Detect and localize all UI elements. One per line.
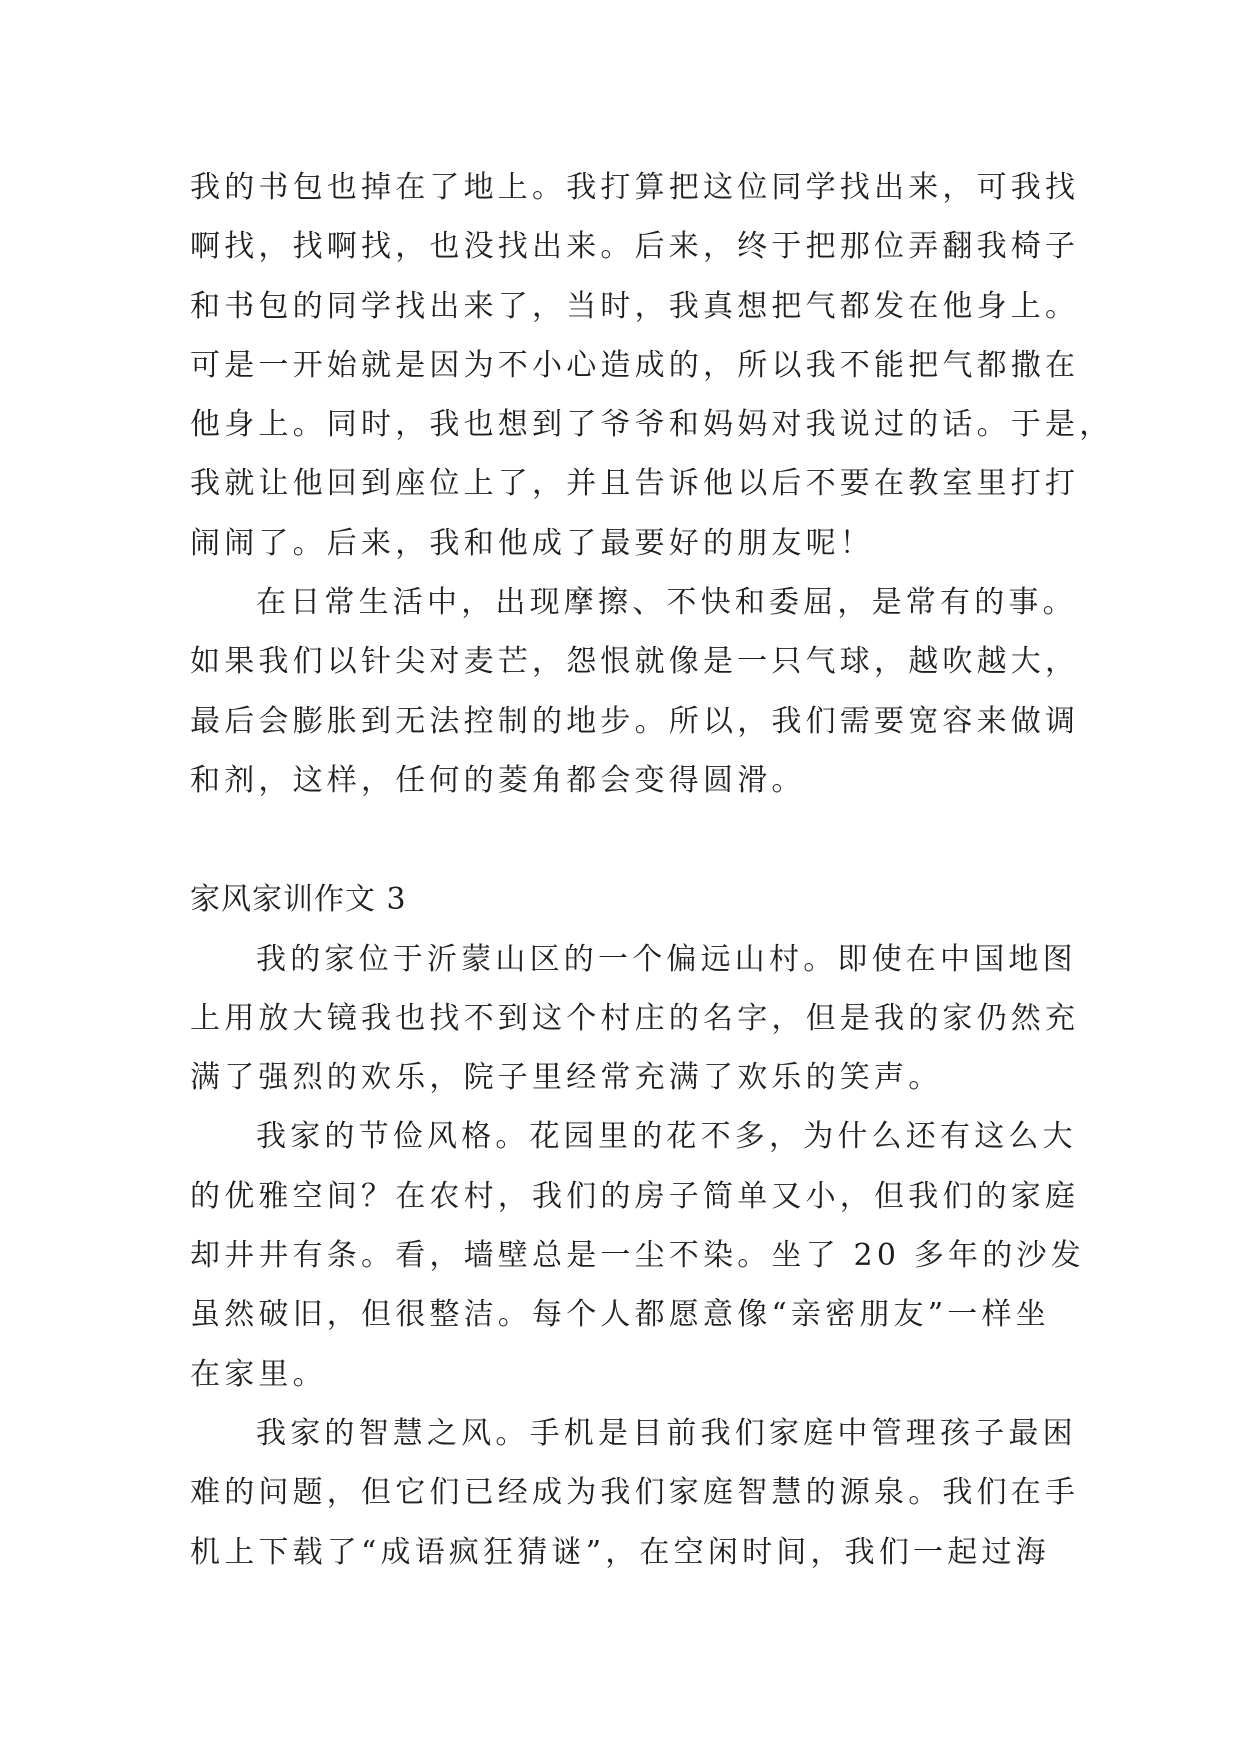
- text-line: 和剂，这样，任何的菱角都会变得圆滑。: [190, 762, 806, 798]
- paragraph-3: [190, 930, 1090, 1108]
- paragraph-2: [190, 573, 1090, 810]
- document-body: [190, 158, 1114, 1582]
- text-line: 在家里。: [190, 1356, 327, 1392]
- text-line: 却井井有条。看，墙壁总是一尘不染。坐了 20 多年的沙发: [190, 1238, 1085, 1274]
- text-line: 我家的节俭风格。花园里的花不多，为什么还有这么大: [256, 1119, 1077, 1155]
- text-line: 难的问题，但它们已经成为我们家庭智慧的源泉。我们在手: [190, 1475, 1080, 1511]
- text-line: 他身上。同时，我也想到了爷爷和妈妈对我说过的话。于是，: [190, 407, 1114, 443]
- text-line: 虽然破旧，但很整洁。每个人都愿意像“亲密朋友”一样坐: [190, 1297, 1050, 1333]
- section-heading: 家风家训作文 3: [190, 882, 407, 918]
- text-line: 闹闹了。后来，我和他成了最要好的朋友呢！: [190, 525, 874, 561]
- text-line: 我的书包也掉在了地上。我打算把这位同学找出来，可我找: [190, 170, 1080, 205]
- text-line: 我家的智慧之风。手机是目前我们家庭中管理孩子最困: [256, 1415, 1077, 1451]
- text-line: 的优雅空间？在农村，我们的房子简单又小，但我们的家庭: [190, 1178, 1080, 1214]
- text-line: 和书包的同学找出来了，当时，我真想把气都发在他身上。: [190, 288, 1080, 324]
- text-line: 如果我们以针尖对麦芒，怨恨就像是一只气球，越吹越大，: [190, 644, 1080, 680]
- text-line: 可是一开始就是因为不小心造成的，所以我不能把气都撒在: [190, 347, 1080, 383]
- text-line: 满了强烈的欢乐，院子里经常充满了欢乐的笑声。: [190, 1060, 943, 1096]
- paragraph-5: [190, 1404, 1090, 1582]
- text-line: 我的家位于沂蒙山区的一个偏远山村。即使在中国地图: [256, 941, 1077, 977]
- text-line: 我就让他回到座位上了，并且告诉他以后不要在教室里打打: [190, 466, 1080, 502]
- text-line: 机上下载了“成语疯狂猜谜”，在空闲时间，我们一起过海: [190, 1534, 1050, 1570]
- paragraph-4: [190, 1107, 1090, 1403]
- text-line: 在日常生活中，出现摩擦、不快和委屈，是常有的事。: [256, 585, 1077, 621]
- paragraph-1: [190, 158, 1114, 573]
- text-line: 啊找，找啊找，也没找出来。后来，终于把那位弄翻我椅子: [190, 229, 1080, 265]
- section-spacer: [190, 810, 1090, 870]
- text-line: 最后会膨胀到无法控制的地步。所以，我们需要宽容来做调: [190, 703, 1080, 739]
- text-line: 上用放大镜我也找不到这个村庄的名字，但是我的家仍然充: [190, 1000, 1080, 1036]
